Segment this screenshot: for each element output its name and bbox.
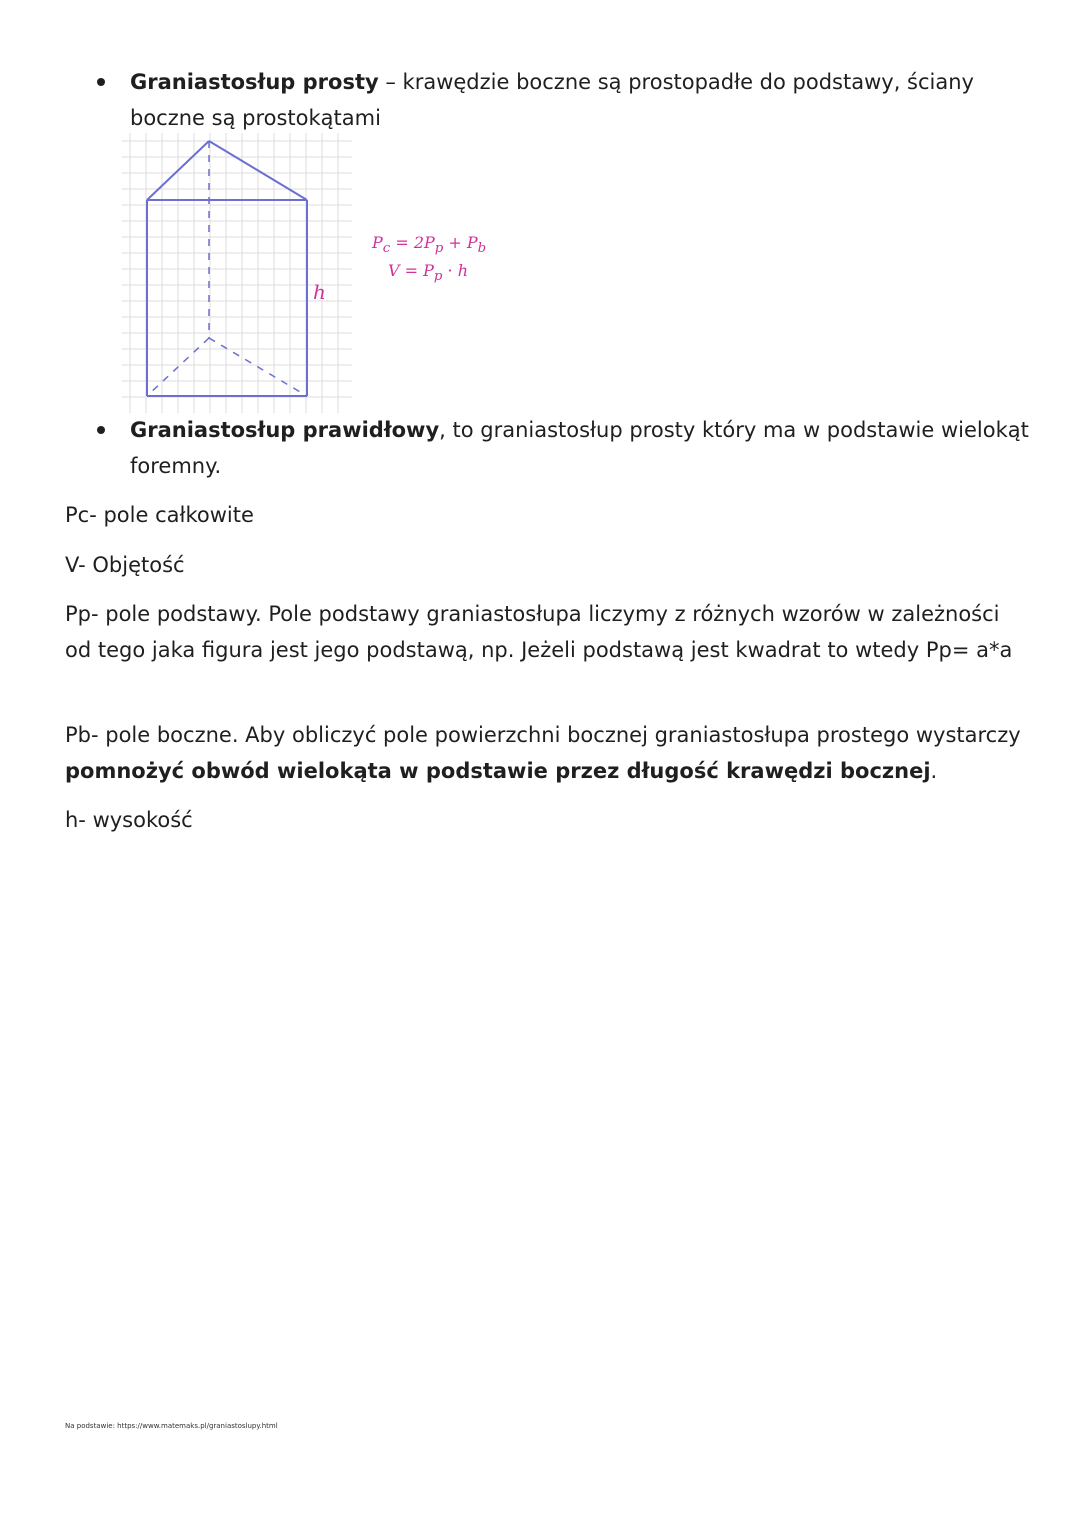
def-pb bbox=[65, 717, 1025, 789]
source-note: Na podstawie: https://www.matemaks.pl/graniastoslupy.html bbox=[65, 1422, 278, 1430]
desc-prosty: – krawędzie boczne są prostopadłe do podstawy, ściany boczne są prostokątami bbox=[130, 70, 974, 130]
grid-paper bbox=[122, 133, 352, 413]
bullet-dot bbox=[97, 426, 105, 434]
def-pb-text: Pb- pole boczne. Aby obliczyć pole powierzchni bocznej graniastosłupa prostego wystarczy bbox=[65, 723, 1021, 747]
prism-diagram bbox=[122, 133, 352, 413]
prism-figure bbox=[122, 133, 352, 413]
formula-box bbox=[372, 232, 486, 288]
term-prosty: Graniastosłup prosty bbox=[130, 70, 379, 94]
formula-v: $V = P_p \cdot h$ bbox=[388, 261, 469, 285]
formula-pc: $P_c = 2P_p + P_b$ bbox=[372, 233, 487, 257]
term-prawidlowy: Graniastosłup prawidłowy bbox=[130, 418, 440, 442]
def-pb-bold: pomnożyć obwód wielokąta w podstawie przez długość krawędzi bocznej bbox=[65, 759, 931, 783]
def-pc: Pc- pole całkowite bbox=[65, 503, 254, 527]
def-h: h- wysokość bbox=[65, 808, 193, 832]
def-pb-end: . bbox=[930, 759, 938, 783]
height-label: h bbox=[313, 280, 326, 304]
def-v: V- Objętość bbox=[65, 553, 185, 577]
bullet-prawidlowy bbox=[130, 412, 1030, 484]
desc-prawidlowy: , to graniastosłup prosty który ma w podstawie wielokąt foremny. bbox=[130, 418, 1029, 478]
bullet-prosty bbox=[130, 64, 1030, 136]
def-pp: Pp- pole podstawy. Pole podstawy graniastosłupa liczymy z różnych wzorów w zależności od tego jaka figura jest jego podstawą, np. Jeżeli podstawą jest kwadrat to wtedy Pp= a*a bbox=[65, 602, 1013, 662]
bullet-dot bbox=[97, 78, 105, 86]
